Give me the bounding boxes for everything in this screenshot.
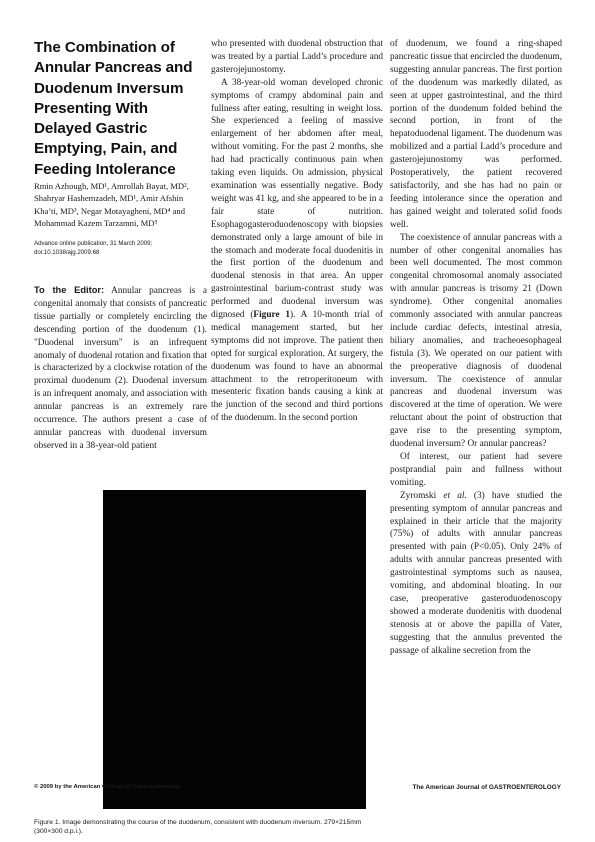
article-title: The Combination of Annular Pancreas and Duodenum Inversum Presenting With Delayed Gastric Emptying, Pain, and Feeding Intolerance [34,39,193,178]
paragraph-zyromski [390,490,562,658]
cited-author: Zyromski [400,490,444,501]
case-text-start: A 38-year-old woman developed chronic symptoms of crampy abdominal pain and fullness after eating, resulting in weight loss. She experienced a feeling of massive enlargement of her abdomen after meal, without vomiting. For the past 2 months, she had had practically continuous pain when taking even liquids. On admission, physical examination was essentially negative. Body weight was 41 kg, and she appeared to be in a fair state of nutrition. Esophagogasteroduodenoscopy with biopsies demonstrated only a large amount of bile in the stomach and moderate focal duodenitis in the first portion of the duodenum and duodenal stenosis in that area. An upper gastrointestinal barium-contrast study was performed and duodenal inversum was dignosed ( [211,77,383,321]
author-list: Rmin Azhough, MD¹, Amrollah Bayat, MD², Shahryar Hashemzadeh, MD¹, Amir Afshin Kha’ti, MD³, Negar Motayagheni, MD⁴ and Mohammad Kazem Tarzamni, MD⁵ [34,181,189,228]
body-column-1 [34,284,207,453]
publication-date: Advance online publication, 31 March 2009; [34,240,153,247]
figure-caption [34,818,384,836]
figure-label: Figure 1. [34,819,61,826]
paragraph-interest: Of interest, our patient had severe postprandial pain and fullness without vomiting. [390,452,562,488]
paragraph-findings: of duodenum, we found a ring-shaped pancreatic tissue that encircled the duodenum, suggesting annular pancreas. The first portion of the duodenum was markedly dilated, as seen at upper gastrointestinal, and the third portion of the duodenum folded behind the second portion, in front of the hepatoduodenal ligament. The duodenum was mobilized and a partial Ladd’s procedure and gasterojejunostomy was performed. Postoperatively, the patient recovered satisfactorily, and she has had no pain or feeding intolerance since the operation and has gained weight and tolerated solid foods well. [390,39,562,230]
paragraph-coexistence: The coexistence of annular pancreas with a number of other congenital anomalies has been well documented. The most common congenital chromosomal anomaly associated with annular pancreas is trisomy 21 (Down syndrome). Other congenital anomalies commonly associated with annular pancreas include cardiac defects, intestinal atresia, biliary anomalies, and tracheoesophageal fistula (3). We operated on our patient with the preoperative diagnosis of duodenal inversum. The coexistence of annular pancreas and duodenal inversum was discovered at the time of operation. We were reluctant about the point of obstruction that gave rise to the presenting symptom, duodenal inversum? Or annular pancreas? [390,232,562,450]
publication-info [34,240,206,258]
body-column-3 [390,38,562,658]
figure-caption-text: Image demonstrating the course of the duodenum, consistent with duodenum inversum. 279×215mm (300×300 d.p.i.). [34,819,362,836]
paragraph-continuation: who presented with duodenal obstruction that was treated by a partial Ladd’s procedure and gasterojejunostomy. [211,39,383,75]
paragraph-intro: Annular pancreas is a congenital anomaly that consists of pancreatic tissue partially or completely encircling the descending portion of the duodenum (1). "Duodenal inversum" is an infrequent anomaly of duodenal rotation and fixation that is characterized by a clockwise rotation of the proximal duodenum (2). Duodenal inversum is an infrequent anomaly, and association with annular pancreas is an extremely rare occurrence. The authors present a case of annular pancreas with duodenal inversum observed in a 38-year-old patient [34,286,207,451]
case-text-end: ). A 10-month trial of medical management started, but her symptoms did not improve. The patient then opted for surgical exploration. At surgery, the duodenum was found to have an abnormal attachment to the retroperitoneum with mesenteric fixation bands causing a kink at the junction of the second and third portions of the duodenum. In the second portion [211,310,383,424]
paragraph-case [211,77,383,425]
body-column-2 [211,38,383,425]
editor-salutation: To the Editor: [34,285,105,295]
figure-reference: Figure 1 [253,310,290,321]
figure-image [103,490,366,809]
journal-footer: The American Journal of GASTROENTEROLOGY [412,784,561,791]
doi-text: doi:10.1038/ajg.2009.68 [34,248,100,256]
et-al: et al. [443,490,467,501]
copyright-footer: © 2009 by the American College of Gastroenterology [34,784,182,790]
zyromski-text: (3) have studied the presenting symptom of annular pancreas and explained in their article that the majority (75%) of adults with annular pancreas presented with pain (P<0.05). Only 24% of adults with annular pancreas presented with gastrointestinal symptoms such as nausea, vomiting, and abdominal bloating. In our case, preoperative gasteroduodenoscopy showed a moderate duodenitis with duodenal stenosis at or above the papilla of Vater, suggesting that the annulus prevented the passage of alkaline secretion from the [390,490,563,656]
